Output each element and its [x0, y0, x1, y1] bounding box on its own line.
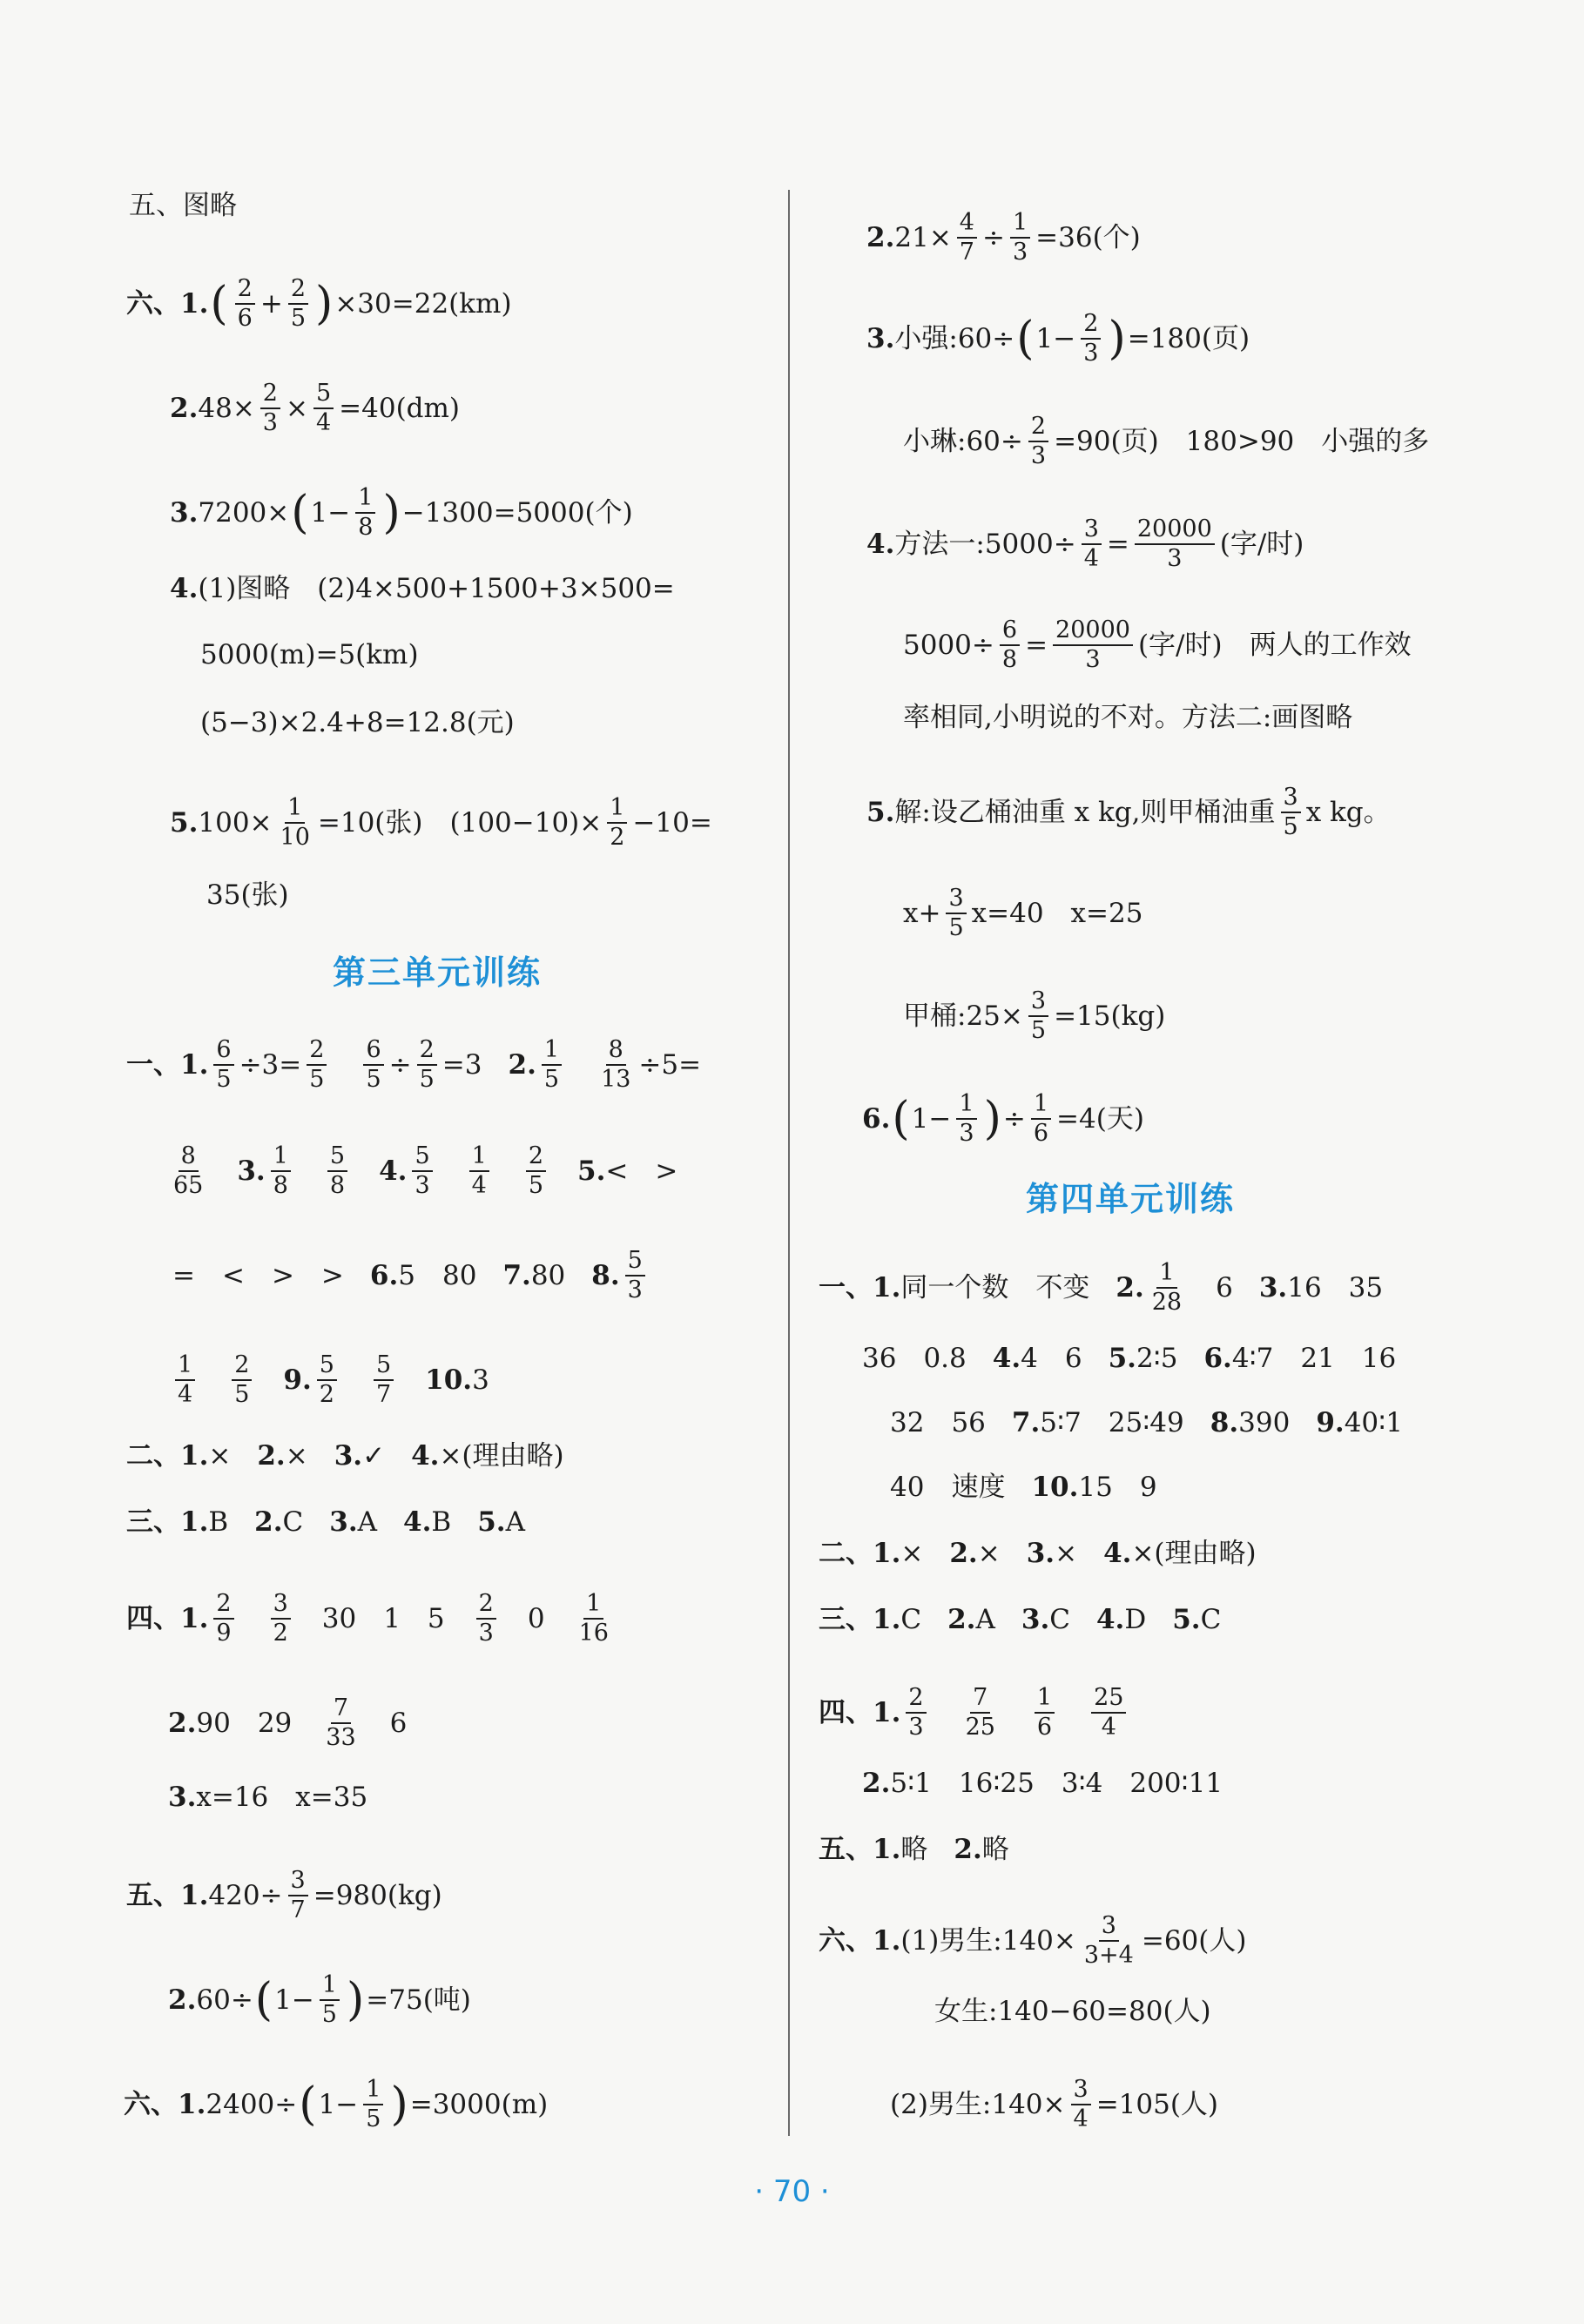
text: 390	[1238, 1407, 1291, 1438]
text: 48×	[198, 393, 255, 424]
text: 15 9	[1078, 1472, 1157, 1503]
item-number: 六、1.	[126, 288, 209, 320]
answer-line	[866, 784, 1391, 841]
text: (1)男生:140×	[900, 1925, 1076, 1957]
fraction: $\frac{2}{5}$	[307, 1036, 327, 1094]
text: 1−	[274, 1984, 314, 2016]
item-number: 2.	[257, 1440, 286, 1472]
text: 女生:140−60=80(人)	[934, 1996, 1211, 2027]
answer-line	[819, 1536, 1257, 1571]
fraction: $\frac{1}{3}$	[1010, 209, 1030, 266]
fraction: $\frac{4}{7}$	[957, 209, 977, 266]
text: 35(张)	[206, 879, 289, 911]
item-number: 4.	[866, 529, 895, 560]
answer-line	[170, 794, 712, 852]
fraction: 1 8	[271, 1142, 291, 1200]
fraction: 1 28	[1151, 1259, 1183, 1316]
text: 420÷	[208, 1880, 283, 1911]
text: =60(人)	[1141, 1925, 1247, 1957]
text: (1)图略 (2)4×500+1500+3×500=	[198, 573, 675, 604]
text: 36 0.8	[862, 1343, 967, 1374]
text: 5000(m)=5(km)	[200, 639, 419, 670]
answer-line	[200, 705, 515, 740]
fraction: 1 4	[469, 1142, 489, 1200]
text: = < > >	[172, 1260, 344, 1291]
answer-line	[890, 1470, 1157, 1505]
paren: (	[1016, 313, 1035, 365]
answer-line	[126, 1505, 525, 1539]
text: =10(张) (100−10)×	[317, 807, 603, 839]
answer-line	[819, 1912, 1246, 1970]
text: 40 速度	[890, 1472, 1006, 1503]
fraction: $\frac{2}{5}$	[288, 275, 308, 333]
text: x kg。	[1305, 797, 1391, 828]
text: D	[1124, 1604, 1147, 1635]
fraction: 1 16	[578, 1590, 609, 1647]
text: 略	[900, 1834, 928, 1865]
fraction: $\frac{3}{5}$	[1028, 987, 1048, 1045]
item-number: 2.	[170, 393, 199, 424]
fraction: $\frac{2}{3}$	[1081, 310, 1101, 367]
text: ×(理由略)	[439, 1440, 564, 1472]
text: 60÷	[196, 1984, 253, 2016]
text: 40∶1	[1344, 1407, 1403, 1438]
text: 5∶7 25∶49	[1040, 1407, 1184, 1438]
item-number: 4.	[992, 1343, 1021, 1374]
answer-line	[890, 2076, 1218, 2133]
text: +	[260, 288, 283, 320]
answer-line	[126, 1438, 564, 1473]
item-number: 4.	[170, 573, 199, 604]
item-number: 一、1.	[126, 1049, 209, 1081]
text: =105(人)	[1095, 2089, 1219, 2120]
paren: )	[983, 1093, 1001, 1145]
text: 五、图略	[129, 190, 237, 221]
text: ×	[977, 1538, 1001, 1569]
fraction: 5 3	[412, 1142, 432, 1200]
answer-line	[206, 878, 289, 913]
item-number: 5.	[1108, 1343, 1136, 1374]
fraction: 7 33	[326, 1694, 356, 1751]
section-heading: 第四单元训练	[1026, 1180, 1236, 1218]
text: 1−	[318, 2089, 359, 2120]
paren: )	[1108, 313, 1126, 365]
text: ×(理由略)	[1131, 1538, 1257, 1569]
text: =180(页)	[1127, 323, 1250, 354]
item-number: 5.	[577, 1155, 606, 1187]
text: 略	[981, 1834, 1009, 1865]
answer-line	[866, 209, 1141, 266]
item-number: 2.	[254, 1506, 283, 1538]
item-number: 2.	[168, 1708, 197, 1739]
text: A	[975, 1604, 995, 1635]
fraction: 5 8	[327, 1142, 347, 1200]
text: 1−	[911, 1103, 952, 1135]
text: C	[282, 1506, 304, 1538]
answer-line	[819, 1259, 1383, 1317]
item-number: 2.	[508, 1049, 536, 1081]
item-number: 六、1.	[819, 1925, 901, 1957]
text: ✓	[362, 1440, 386, 1472]
fraction: 2 3	[906, 1684, 926, 1741]
item-number: 3.	[329, 1506, 358, 1538]
text: 2400÷	[206, 2089, 298, 2120]
item-number: 四、1.	[819, 1697, 901, 1728]
answer-line	[126, 1590, 617, 1647]
answer-line	[126, 275, 512, 333]
item-number: 2.	[949, 1538, 978, 1569]
answer-line	[862, 1090, 1144, 1148]
item-number: 2.	[954, 1834, 982, 1865]
text: 6	[389, 1708, 408, 1739]
fraction: $\frac{6}{5}$	[213, 1036, 233, 1094]
text: C	[900, 1604, 922, 1635]
text: 小强:60÷	[894, 323, 1015, 354]
text: 30 1 5	[321, 1603, 445, 1634]
fraction: $\frac{5}{4}$	[313, 380, 334, 437]
fraction: 8 65	[173, 1142, 204, 1199]
item-number: 3.	[170, 497, 199, 529]
text: 1−	[310, 497, 351, 529]
text: x+	[903, 898, 941, 929]
answer-line	[168, 1694, 407, 1752]
answer-line	[890, 1405, 1403, 1440]
text: =	[1106, 529, 1129, 560]
text: =75(吨)	[366, 1984, 471, 2016]
text: 率相同,小明说的不对。方法二:画图略	[903, 702, 1353, 733]
item-number: 2.	[1116, 1272, 1144, 1303]
fraction: 25 4	[1091, 1684, 1126, 1741]
fraction: 2 3	[476, 1590, 496, 1647]
text: =3	[441, 1049, 482, 1081]
paren: )	[315, 278, 334, 330]
item-number: 三、1.	[819, 1604, 901, 1635]
fraction: 5 2	[317, 1351, 337, 1409]
fraction: $\frac{1}{6}$	[1031, 1090, 1051, 1148]
text: =36(个)	[1035, 222, 1141, 253]
answer-line	[165, 1142, 677, 1200]
text: 5000÷	[903, 630, 994, 661]
item-number: 六、1.	[124, 2089, 206, 2120]
item-number: 4.	[411, 1440, 440, 1472]
text: C	[1200, 1604, 1222, 1635]
answer-line	[866, 310, 1250, 367]
fraction: $\frac{3}{4}$	[1082, 515, 1102, 573]
answer-line	[200, 637, 419, 672]
text: 80	[530, 1260, 566, 1291]
item-number: 8.	[1210, 1407, 1239, 1438]
item-number: 7.	[502, 1260, 531, 1291]
fraction: $\frac{2}{3}$	[1028, 413, 1048, 470]
text: ÷5=	[638, 1049, 702, 1081]
item-number: 3.	[334, 1440, 363, 1472]
text: =4(天)	[1056, 1103, 1144, 1135]
text: 21×	[894, 222, 952, 253]
fraction: $\frac{20000}{3}$	[1053, 616, 1133, 674]
item-number: 7.	[1011, 1407, 1041, 1438]
answer-line	[903, 616, 1412, 674]
fraction: 2 5	[526, 1142, 546, 1200]
fraction: $\frac{1}{5}$	[363, 2076, 383, 2133]
fraction: $\frac{3}{4}$	[1071, 2076, 1091, 2133]
item-number: 2.	[168, 1984, 197, 2016]
paren: (	[254, 1974, 273, 2026]
text: ×	[285, 393, 308, 424]
text: =980(kg)	[313, 1880, 442, 1911]
text: (5−3)×2.4+8=12.8(元)	[200, 707, 515, 738]
item-number: 五、1.	[819, 1834, 901, 1865]
answer-line	[819, 1684, 1131, 1741]
answer-line	[903, 885, 1143, 942]
fraction: 3 2	[271, 1590, 291, 1647]
fraction: 7 25	[965, 1684, 995, 1741]
fraction: 3 5	[1281, 784, 1301, 841]
paren: )	[346, 1974, 365, 2026]
text: 解:设乙桶油重 x kg,则甲桶油重	[894, 797, 1276, 828]
item-number: 5.	[477, 1506, 506, 1538]
item-number: 4.	[379, 1155, 408, 1187]
item-number: 8.	[591, 1260, 620, 1291]
text: 7200×	[198, 497, 290, 529]
item-number: 3.	[866, 323, 895, 354]
text: 甲桶:25×	[903, 1000, 1023, 1032]
fraction: $\frac{1}{8}$	[355, 484, 375, 542]
fraction: $\frac{6}{8}$	[1000, 616, 1020, 674]
text: (字/时) 两人的工作效	[1137, 630, 1412, 661]
fraction: 1 6	[1035, 1684, 1055, 1741]
fraction: $\frac{2}{5}$	[417, 1036, 437, 1094]
text: 4∶7 21 16	[1231, 1343, 1397, 1374]
text: B	[208, 1506, 229, 1538]
item-number: 3.	[1021, 1604, 1050, 1635]
text: B	[431, 1506, 452, 1538]
text: 16 35	[1287, 1272, 1384, 1303]
answer-line	[819, 1832, 1009, 1867]
answer-line	[170, 484, 633, 542]
item-number: 9.	[283, 1364, 312, 1396]
text: ÷	[981, 222, 1005, 253]
page-number: · 70 ·	[754, 2174, 830, 2209]
item-number: 二、1.	[126, 1440, 209, 1472]
text: x=16 x=35	[196, 1782, 368, 1813]
item-number: 10.	[425, 1364, 473, 1396]
text: (2)男生:140×	[890, 2089, 1066, 2120]
item-number: 9.	[1316, 1407, 1345, 1438]
text: −1300=5000(个)	[401, 497, 633, 529]
answer-line	[168, 1971, 471, 2029]
fraction: $\frac{2}{3}$	[260, 380, 280, 437]
text: < >	[605, 1155, 678, 1187]
text: 6	[1216, 1272, 1233, 1303]
item-number: 5.	[170, 807, 199, 839]
text: ×	[208, 1440, 232, 1472]
answer-line	[168, 1780, 367, 1815]
text: 5 80	[398, 1260, 477, 1291]
answer-line	[866, 515, 1304, 573]
text: 同一个数 不变	[900, 1272, 1090, 1303]
answer-line	[170, 571, 675, 606]
item-number: 一、1.	[819, 1272, 901, 1303]
text: =15(kg)	[1054, 1000, 1166, 1032]
item-number: 3.	[237, 1155, 266, 1187]
item-number: 2.	[866, 222, 895, 253]
item-number: 4.	[1103, 1538, 1132, 1569]
answer-line	[124, 2076, 548, 2133]
text: =	[1025, 630, 1048, 661]
item-number: 三、1.	[126, 1506, 209, 1538]
text: 3	[472, 1364, 489, 1396]
text: C	[1049, 1604, 1070, 1635]
page-number-value: 70	[772, 2174, 812, 2209]
fraction: $\frac{8}{13}$	[601, 1036, 631, 1093]
answer-line	[172, 1247, 650, 1304]
answer-line	[170, 380, 460, 437]
text: 5∶1 16∶25 3∶4 200∶11	[890, 1768, 1223, 1799]
answer-line	[903, 413, 1429, 470]
paren: )	[390, 2078, 408, 2131]
fraction: 2 5	[232, 1351, 252, 1409]
item-number: 6.	[862, 1103, 891, 1135]
answer-line	[903, 987, 1165, 1045]
fraction: 5 3	[625, 1247, 645, 1304]
fraction: $\frac{1}{10}$	[280, 794, 310, 851]
answer-line	[129, 188, 237, 223]
item-number: 2.	[862, 1768, 891, 1799]
fraction: $\frac{20000}{3}$	[1135, 515, 1215, 573]
fraction: $\frac{6}{5}$	[363, 1036, 383, 1094]
fraction: $\frac{3}{5}$	[946, 885, 966, 942]
text: ×30=22(km)	[334, 288, 512, 320]
item-number: 四、1.	[126, 1603, 209, 1634]
paren: )	[382, 487, 401, 539]
fraction: 2 9	[213, 1590, 233, 1647]
text: ÷	[388, 1049, 412, 1081]
fraction: 5 7	[374, 1351, 394, 1409]
text: 方法一:5000÷	[894, 529, 1076, 560]
fraction: $\frac{1}{2}$	[607, 794, 627, 852]
answer-line	[862, 1766, 1223, 1801]
fraction: $\frac{3}{3+4}$	[1083, 1912, 1134, 1969]
item-number: 6.	[1203, 1343, 1232, 1374]
fraction: 1 5	[542, 1036, 562, 1094]
item-number: 10.	[1031, 1472, 1079, 1503]
answer-line	[170, 1351, 489, 1409]
text: 2∶5	[1136, 1343, 1178, 1374]
text: ×	[900, 1538, 924, 1569]
text: 1−	[1035, 323, 1076, 354]
answer-line	[819, 1602, 1221, 1637]
item-number: 5.	[866, 797, 895, 828]
fraction: $\frac{1}{3}$	[956, 1090, 976, 1148]
text: ×	[285, 1440, 308, 1472]
text: 90 29	[196, 1708, 293, 1739]
text: A	[505, 1506, 525, 1538]
fraction: 2 6	[235, 275, 255, 333]
text: ÷	[1002, 1103, 1026, 1135]
text: ×	[1055, 1538, 1078, 1569]
paren: (	[291, 487, 309, 539]
answer-line	[126, 1867, 442, 1924]
text: x=40 x=25	[971, 898, 1143, 929]
paren: (	[210, 278, 228, 330]
answer-line	[862, 1341, 1396, 1376]
text: 小琳:60÷	[903, 426, 1023, 457]
item-number: 五、1.	[126, 1880, 209, 1911]
item-number: 4.	[403, 1506, 432, 1538]
text: (字/时)	[1219, 529, 1304, 560]
answer-line	[903, 700, 1352, 735]
text: 100×	[198, 807, 273, 839]
column-divider	[788, 190, 790, 2136]
answer-line	[126, 1036, 701, 1094]
text: ÷3=	[239, 1049, 302, 1081]
text: −10=	[632, 807, 712, 839]
item-number: 3.	[168, 1782, 197, 1813]
text: A	[357, 1506, 378, 1538]
item-number: 2.	[947, 1604, 976, 1635]
item-number: 5.	[1172, 1604, 1201, 1635]
item-number: 3.	[1258, 1272, 1288, 1303]
text: =3000(m)	[409, 2089, 549, 2120]
paren: (	[892, 1093, 910, 1145]
item-number: 3.	[1026, 1538, 1055, 1569]
item-number: 6.	[369, 1260, 399, 1291]
item-number: 4.	[1095, 1604, 1125, 1635]
fraction: 1 4	[175, 1351, 195, 1409]
paren: (	[299, 2078, 317, 2131]
fraction: $\frac{3}{7}$	[288, 1867, 308, 1924]
item-number: 二、1.	[819, 1538, 901, 1569]
section-heading: 第三单元训练	[333, 953, 543, 992]
fraction: $\frac{1}{5}$	[320, 1971, 340, 2029]
answer-line	[934, 1994, 1211, 2029]
text: 32 56	[890, 1407, 986, 1438]
text: =40(dm)	[339, 393, 461, 424]
text: 4 6	[1021, 1343, 1082, 1374]
text: =90(页) 180>90 小强的多	[1054, 426, 1430, 457]
text: 0	[527, 1603, 545, 1634]
